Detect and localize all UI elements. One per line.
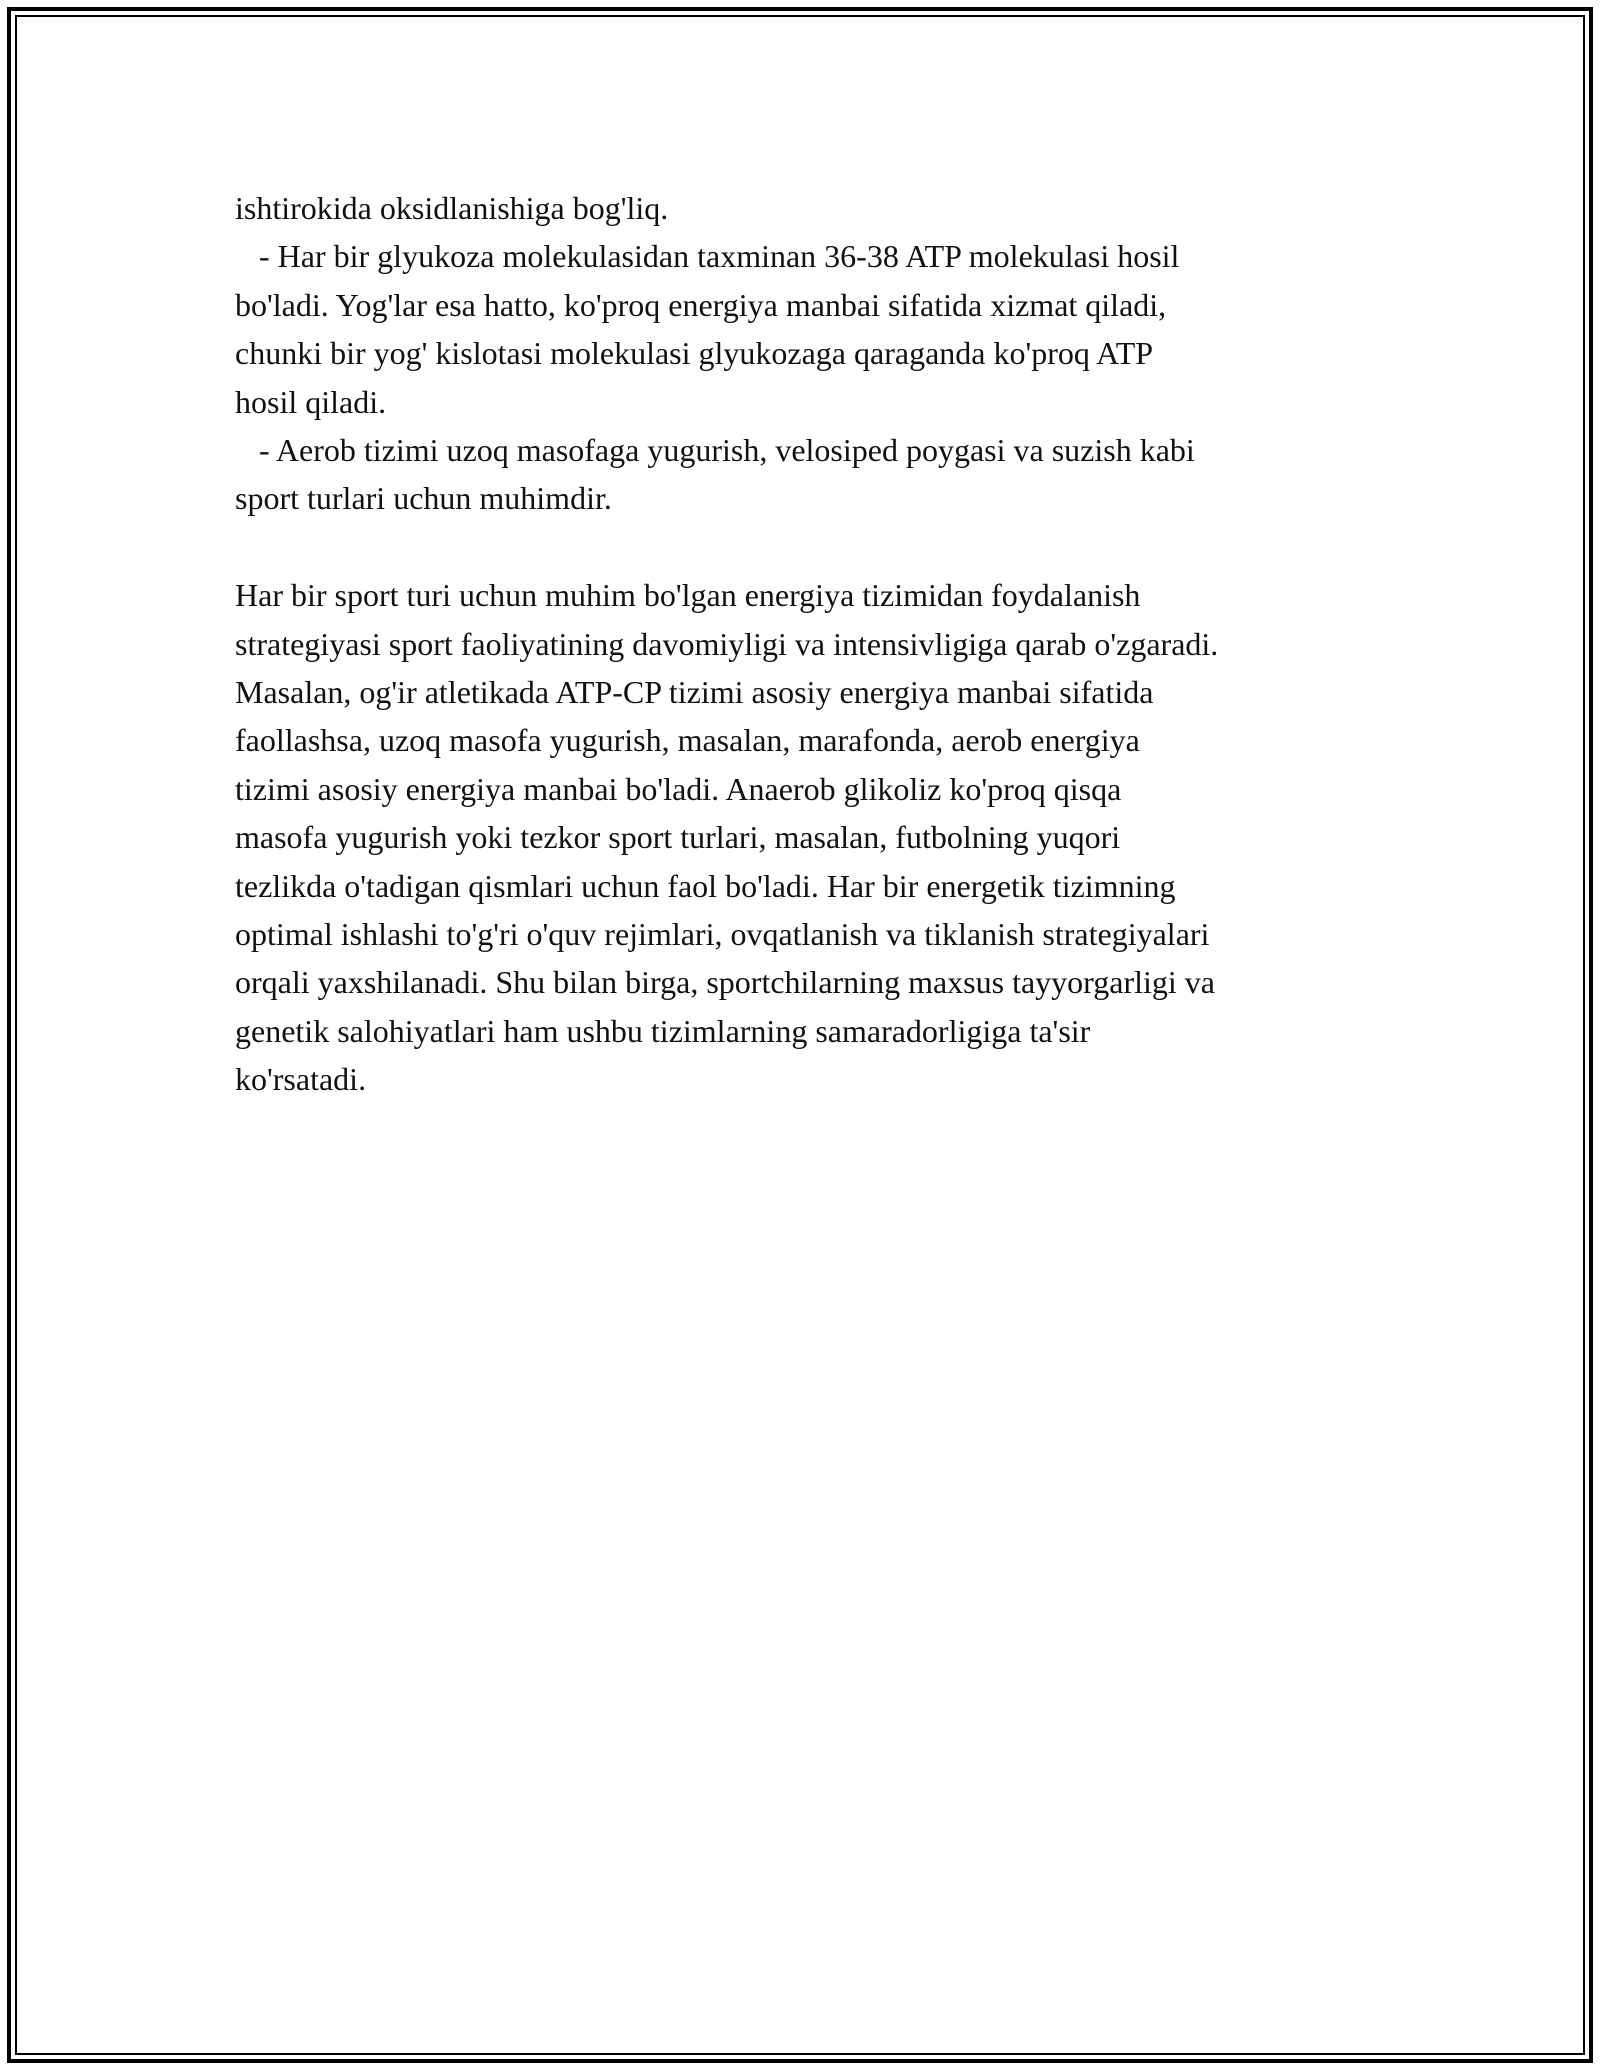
text-line: tezlikda o'tadigan qismlari uchun faol bo'ladi. Har bir energetik tizimning <box>235 867 1176 904</box>
text-line: Har bir sport turi uchun muhim bo'lgan energiya tizimidan foydalanish <box>235 577 1141 614</box>
text-line: orqali yaxshilanadi. Shu bilan birga, sportchilarning maxsus tayyorgarligi va <box>235 964 1215 1001</box>
text-line: ko'rsatadi. <box>235 1061 367 1098</box>
text-line: strategiyasi sport faoliyatining davomiyligi va intensivligiga qarab o'zgaradi. <box>235 625 1219 662</box>
text-line: - Har bir glyukoza molekulasidan taxminan 36-38 ATP molekulasi hosil <box>235 238 1180 275</box>
text-line: chunki bir yog' kislotasi molekulasi glyukozaga qaraganda ko'proq ATP <box>235 335 1154 372</box>
text-line: genetik salohiyatlari ham ushbu tizimlarning samaradorligiga ta'sir <box>235 1012 1091 1049</box>
document-body <box>235 184 1375 1104</box>
text-line: bo'ladi. Yog'lar esa hatto, ko'proq energiya manbai sifatida xizmat qiladi, <box>235 286 1167 323</box>
text-line: hosil qiladi. <box>235 383 387 420</box>
text-line: - Aerob tizimi uzoq masofaga yugurish, velosiped poygasi va suzish kabi <box>235 432 1195 469</box>
text-line: masofa yugurish yoki tezkor sport turlari, masalan, futbolning yuqori <box>235 819 1121 856</box>
paragraph-gap <box>235 523 1375 571</box>
text-line: faollashsa, uzoq masofa yugurish, masalan, marafonda, aerob energiya <box>235 722 1140 759</box>
text-line: tizimi asosiy energiya manbai bo'ladi. Anaerob glikoliz ko'proq qisqa <box>235 770 1122 807</box>
text-line: optimal ishlashi to'g'ri o'quv rejimlari, ovqatlanish va tiklanish strategiyalari <box>235 916 1210 953</box>
text-line: sport turlari uchun muhimdir. <box>235 480 612 517</box>
text-line: Masalan, og'ir atletikada ATP-CP tizimi asosiy energiya manbai sifatida <box>235 674 1154 711</box>
text-line: ishtirokida oksidlanishiga bog'liq. <box>235 190 669 226</box>
